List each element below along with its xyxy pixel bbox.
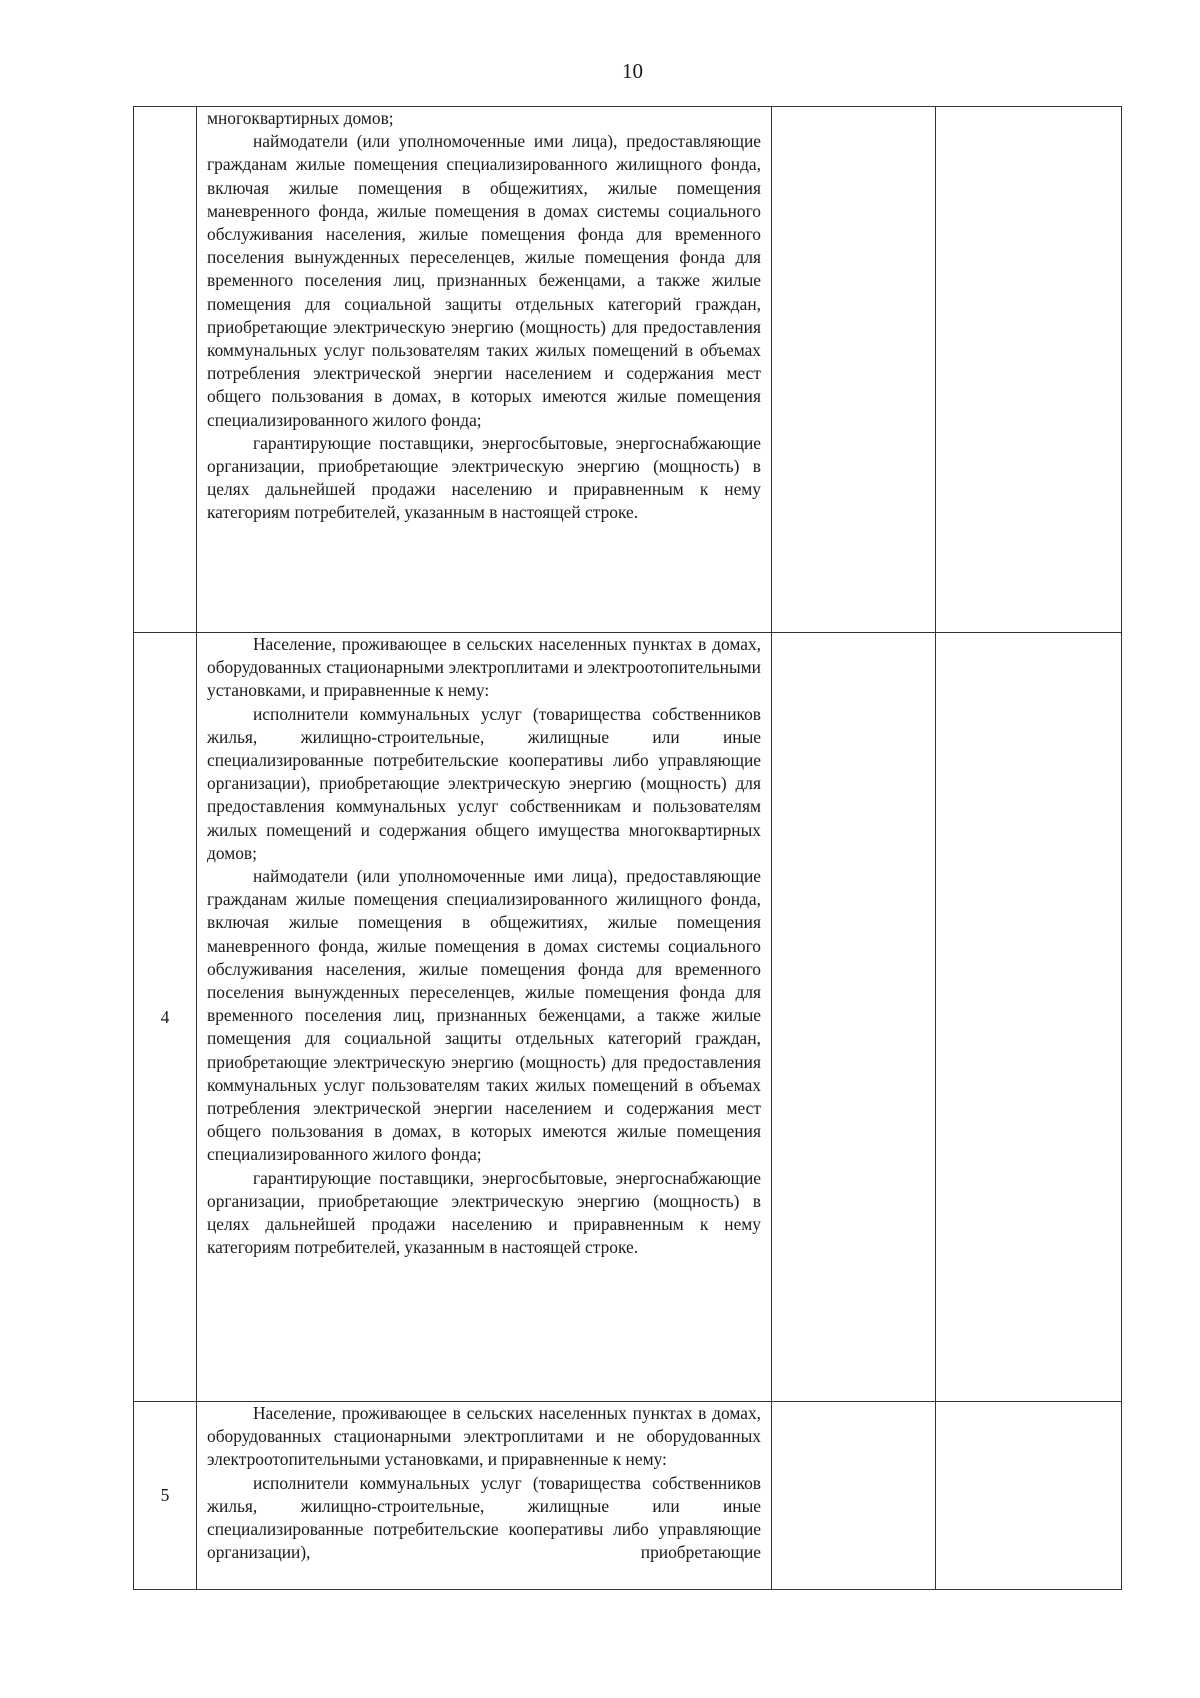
page-number: 10 [622,59,643,83]
paragraph: гарантирующие поставщики, энергосбытовые, энергоснабжающие организации, приобретающие электрическую энергию (мощность) в целях дальнейшей продажи населению и приравненным к нему категориям потребителей, указанным в настоящей строке. [207,1167,761,1258]
paragraph: Население, проживающее в сельских населенных пунктах в домах, оборудованных стационарными электроплитами и не оборудованных электроотопительными установками, и приравненные к нему: [207,1403,761,1470]
tariff-table [133,106,1122,1590]
value-cell-1 [772,107,936,633]
value-cell-1 [772,1402,936,1590]
table-row [134,633,1122,1402]
value-cell-1 [772,633,936,1402]
paragraph: наймодатели (или уполномоченные ими лица), предоставляющие гражданам жилые помещения специализированного жилищного фонда, включая жилые помещения в общежитиях, жилые помещения маневренного фонда, жилые помещения в домах системы социального обслуживания населения, жилые помещения фонда для временного поселения вынужденных переселенцев, жилые помещения фонда для временного поселения лиц, признанных беженцами, а также жилые помещения для социальной защиты отдельных категорий граждан, приобретающие электрическую энергию (мощность) для предоставления коммунальных услуг пользователям таких жилых помещений в объемах потребления электрической энергии населением и содержания мест общего пользования в домах, в которых имеются жилые помещения специализированного жилого фонда; [207,131,761,430]
table-row [134,107,1122,633]
paragraph: гарантирующие поставщики, энергосбытовые, энергоснабжающие организации, приобретающие электрическую энергию (мощность) в целях дальнейшей продажи населению и приравненным к нему категориям потребителей, указанным в настоящей строке. [207,432,761,523]
value-cell-2 [936,633,1122,1402]
paragraph: многоквартирных домов; [207,108,394,128]
table-row [134,1402,1122,1590]
consumer-category-cell [197,633,772,1402]
paragraph: исполнители коммунальных услуг (товарищества собственников жилья, жилищно-строительные, жилищные или иные специализированные потребительские кооперативы либо управляющие организации), приобретающие [207,1472,761,1563]
paragraph: исполнители коммунальных услуг (товарищества собственников жилья, жилищно-строительные, жилищные или иные специализированные потребительские кооперативы либо управляющие организации), приобретающие электрическую энергию (мощность) для предоставления коммунальных услуг собственникам и пользователям жилых помещений и содержания общего имущества многоквартирных домов; [207,703,761,863]
paragraph: наймодатели (или уполномоченные ими лица), предоставляющие гражданам жилые помещения специализированного жилищного фонда, включая жилые помещения в общежитиях, жилые помещения маневренного фонда, жилые помещения в домах системы социального обслуживания населения, жилые помещения фонда для временного поселения вынужденных переселенцев, жилые помещения фонда для временного поселения лиц, признанных беженцами, а также жилые помещения для социальной защиты отдельных категорий граждан, приобретающие электрическую энергию (мощность) для предоставления коммунальных услуг пользователям таких жилых помещений в объемах потребления электрической энергии населением и содержания мест общего пользования в домах, в которых имеются жилые помещения специализированного жилого фонда; [207,866,761,1165]
consumer-category-cell [197,107,772,633]
row-number-cell: 5 [134,1402,197,1590]
paragraph: Население, проживающее в сельских населенных пунктах в домах, оборудованных стационарными электроплитами и электроотопительными установками, и приравненные к нему: [207,634,761,701]
consumer-category-cell [197,1402,772,1590]
value-cell-2 [936,107,1122,633]
row-number-cell: 4 [134,633,197,1402]
value-cell-2 [936,1402,1122,1590]
row-number-cell [134,107,197,633]
